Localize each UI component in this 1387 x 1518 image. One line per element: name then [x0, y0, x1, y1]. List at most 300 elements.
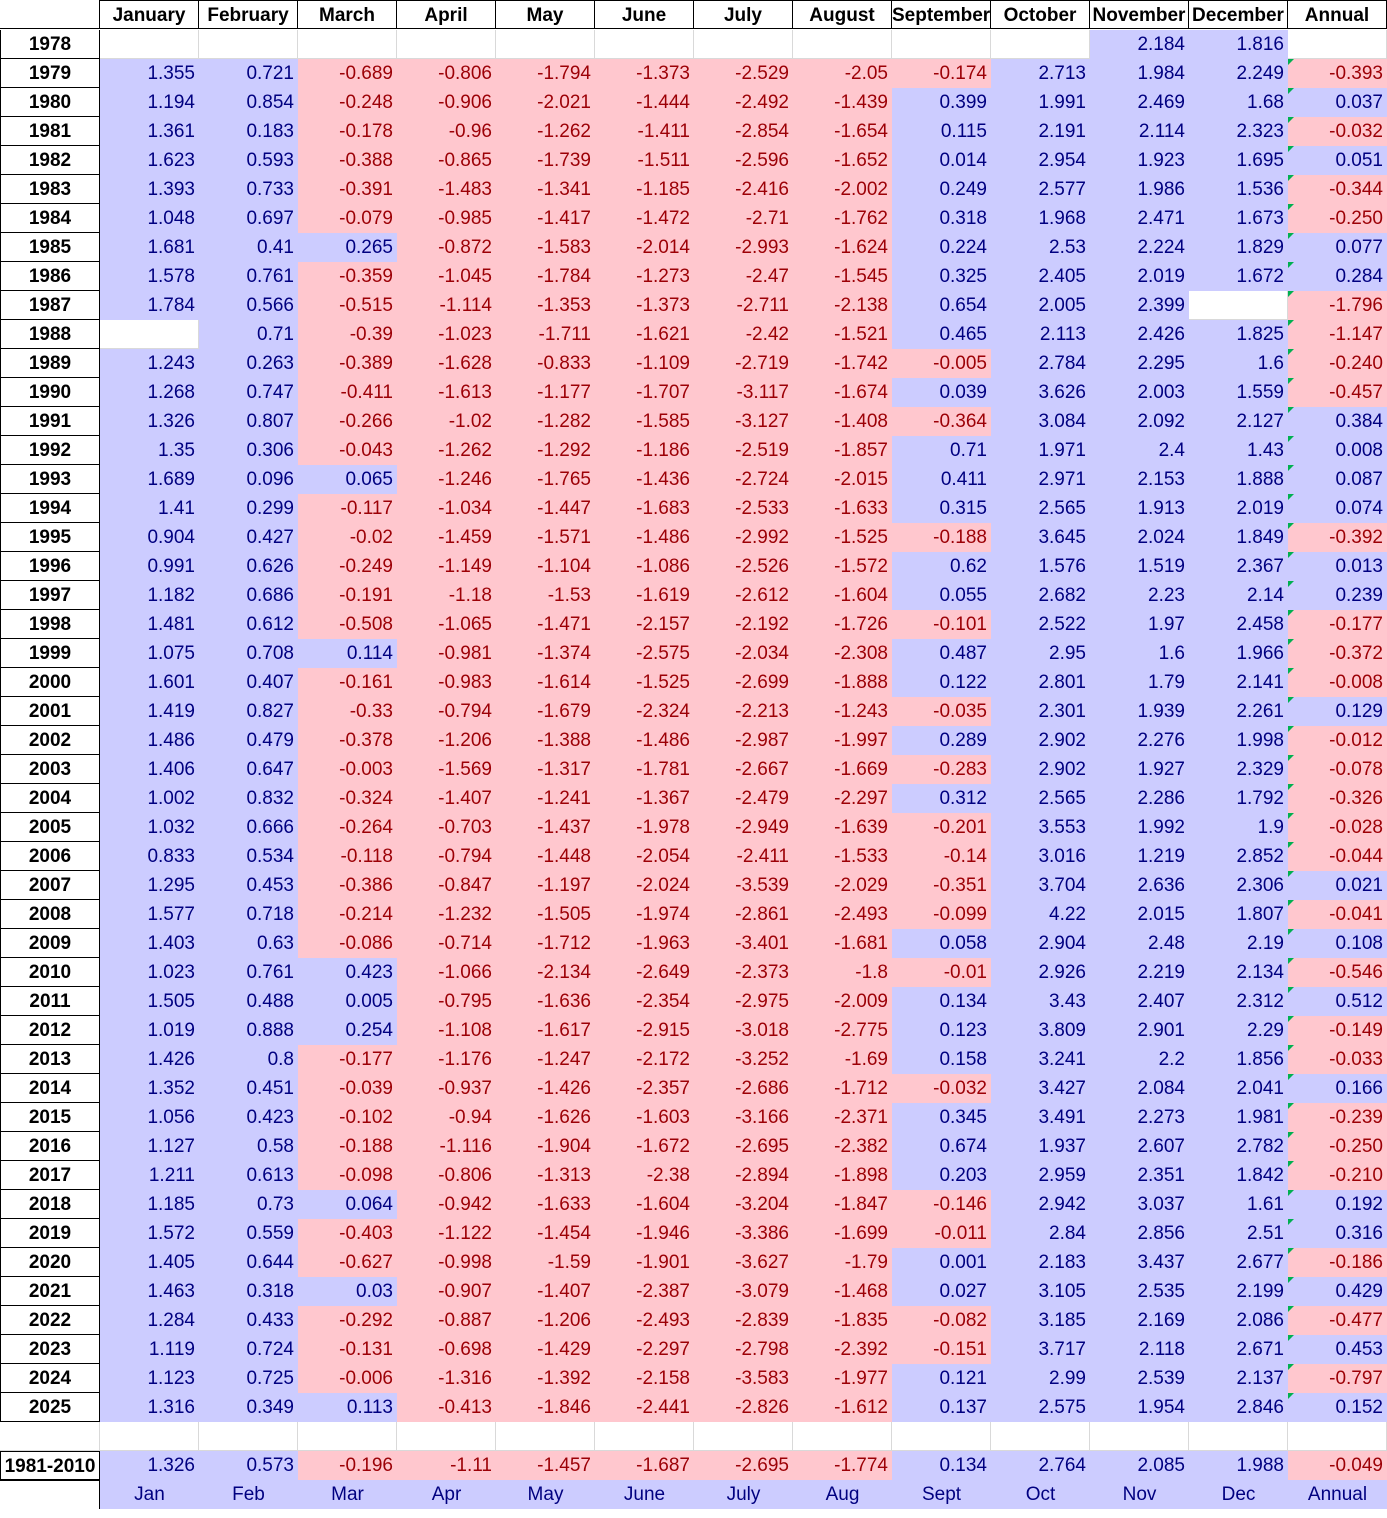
data-cell[interactable]: -0.117 [298, 494, 397, 523]
baseline-cell[interactable]: -1.457 [496, 1451, 595, 1480]
data-cell[interactable]: -1.572 [793, 552, 892, 581]
data-cell[interactable]: -1.407 [496, 1277, 595, 1306]
data-cell[interactable]: -1.796 [1288, 291, 1387, 320]
data-cell[interactable]: 1.913 [1090, 494, 1189, 523]
data-cell[interactable]: -3.018 [694, 1016, 793, 1045]
data-cell[interactable]: 1.578 [100, 262, 199, 291]
data-cell[interactable]: 1.927 [1090, 755, 1189, 784]
baseline-cell[interactable]: -0.196 [298, 1451, 397, 1480]
data-cell[interactable]: -0.872 [397, 233, 496, 262]
data-cell[interactable]: 1.572 [100, 1219, 199, 1248]
baseline-cell[interactable]: -1.687 [595, 1451, 694, 1480]
data-cell[interactable]: 0.733 [199, 175, 298, 204]
blank-cell[interactable] [298, 1422, 397, 1451]
data-cell[interactable]: 2.273 [1090, 1103, 1189, 1132]
data-cell[interactable]: -3.252 [694, 1045, 793, 1074]
data-cell[interactable]: -1.122 [397, 1219, 496, 1248]
data-cell[interactable]: 3.645 [991, 523, 1090, 552]
data-cell[interactable]: -0.02 [298, 523, 397, 552]
data-cell[interactable]: -2.699 [694, 668, 793, 697]
data-cell[interactable]: -0.082 [892, 1306, 991, 1335]
data-cell[interactable]: 2.784 [991, 349, 1090, 378]
data-cell[interactable]: 2.904 [991, 929, 1090, 958]
data-cell[interactable]: 1.211 [100, 1161, 199, 1190]
data-cell[interactable]: -1.59 [496, 1248, 595, 1277]
data-cell[interactable]: -0.627 [298, 1248, 397, 1277]
data-cell[interactable]: 0.113 [298, 1393, 397, 1422]
data-cell[interactable]: -1.241 [496, 784, 595, 813]
data-cell[interactable]: -1.411 [595, 117, 694, 146]
data-cell[interactable]: 1.519 [1090, 552, 1189, 581]
data-cell[interactable]: -1.437 [496, 813, 595, 842]
baseline-cell[interactable]: 2.085 [1090, 1451, 1189, 1480]
data-cell[interactable]: 0.037 [1288, 88, 1387, 117]
data-cell[interactable]: 0.718 [199, 900, 298, 929]
data-cell[interactable]: -3.401 [694, 929, 793, 958]
data-cell[interactable]: 2.14 [1189, 581, 1288, 610]
data-cell[interactable]: 1.35 [100, 436, 199, 465]
data-cell[interactable]: -0.177 [1288, 610, 1387, 639]
data-cell[interactable]: -1.726 [793, 610, 892, 639]
data-cell[interactable]: -1.977 [793, 1364, 892, 1393]
blank-cell[interactable] [991, 1422, 1090, 1451]
data-cell[interactable]: 3.553 [991, 813, 1090, 842]
data-cell[interactable]: 2.019 [1090, 262, 1189, 291]
data-cell[interactable]: 0.137 [892, 1393, 991, 1422]
data-cell[interactable]: 2.306 [1189, 871, 1288, 900]
data-cell[interactable]: -1.978 [595, 813, 694, 842]
data-cell[interactable]: -0.186 [1288, 1248, 1387, 1277]
data-cell[interactable]: -2.172 [595, 1045, 694, 1074]
data-cell[interactable]: 3.704 [991, 871, 1090, 900]
data-cell[interactable]: 0.316 [1288, 1219, 1387, 1248]
data-cell[interactable]: -2.993 [694, 233, 793, 262]
data-cell[interactable]: 0.411 [892, 465, 991, 494]
data-cell[interactable]: -2.949 [694, 813, 793, 842]
data-cell[interactable]: -3.204 [694, 1190, 793, 1219]
data-cell[interactable]: -1.407 [397, 784, 496, 813]
data-cell[interactable]: -1.681 [793, 929, 892, 958]
data-cell[interactable]: -0.033 [1288, 1045, 1387, 1074]
data-cell[interactable]: -0.266 [298, 407, 397, 436]
data-cell[interactable]: -0.324 [298, 784, 397, 813]
data-cell[interactable]: 3.717 [991, 1335, 1090, 1364]
data-cell[interactable]: 3.491 [991, 1103, 1090, 1132]
data-cell[interactable]: 2.086 [1189, 1306, 1288, 1335]
data-cell[interactable]: -2.519 [694, 436, 793, 465]
data-cell[interactable]: 0.134 [892, 987, 991, 1016]
data-cell[interactable]: 0.62 [892, 552, 991, 581]
data-cell[interactable]: 0.192 [1288, 1190, 1387, 1219]
data-cell[interactable]: 1.002 [100, 784, 199, 813]
data-cell[interactable]: -0.389 [298, 349, 397, 378]
data-cell[interactable]: 2.019 [1189, 494, 1288, 523]
data-cell[interactable]: -0.003 [298, 755, 397, 784]
data-cell[interactable]: -1.429 [496, 1335, 595, 1364]
data-cell[interactable]: 2.856 [1090, 1219, 1189, 1248]
data-cell[interactable]: 1.295 [100, 871, 199, 900]
blank-cell[interactable] [0, 1422, 100, 1451]
data-cell[interactable]: 1.68 [1189, 88, 1288, 117]
blank-cell[interactable] [100, 1422, 199, 1451]
data-cell[interactable]: -1.963 [595, 929, 694, 958]
data-cell[interactable]: 1.991 [991, 88, 1090, 117]
data-cell[interactable]: 2.577 [991, 175, 1090, 204]
data-cell[interactable]: 2.041 [1189, 1074, 1288, 1103]
data-cell[interactable]: 0.065 [298, 465, 397, 494]
data-cell[interactable]: -0.33 [298, 697, 397, 726]
data-cell[interactable]: 1.816 [1189, 30, 1288, 59]
data-cell[interactable]: -1.835 [793, 1306, 892, 1335]
data-cell[interactable] [1189, 291, 1288, 320]
data-cell[interactable]: 1.355 [100, 59, 199, 88]
data-cell[interactable]: -0.847 [397, 871, 496, 900]
data-cell[interactable]: 2.926 [991, 958, 1090, 987]
data-cell[interactable]: 2.003 [1090, 378, 1189, 407]
data-cell[interactable]: 2.942 [991, 1190, 1090, 1219]
data-cell[interactable]: 0.349 [199, 1393, 298, 1422]
data-cell[interactable]: -1.426 [496, 1074, 595, 1103]
data-cell[interactable]: -2.015 [793, 465, 892, 494]
data-cell[interactable]: 1.019 [100, 1016, 199, 1045]
data-cell[interactable]: -2.596 [694, 146, 793, 175]
data-cell[interactable]: 1.856 [1189, 1045, 1288, 1074]
data-cell[interactable]: 2.2 [1090, 1045, 1189, 1074]
data-cell[interactable]: -0.028 [1288, 813, 1387, 842]
data-cell[interactable]: -1.624 [793, 233, 892, 262]
data-cell[interactable]: -2.492 [694, 88, 793, 117]
data-cell[interactable]: 0.725 [199, 1364, 298, 1393]
data-cell[interactable]: 2.191 [991, 117, 1090, 146]
data-cell[interactable]: 1.888 [1189, 465, 1288, 494]
data-cell[interactable]: 2.118 [1090, 1335, 1189, 1364]
data-cell[interactable]: -3.583 [694, 1364, 793, 1393]
data-cell[interactable]: -1.633 [793, 494, 892, 523]
baseline-cell[interactable]: 0.134 [892, 1451, 991, 1480]
data-cell[interactable]: 1.981 [1189, 1103, 1288, 1132]
blank-cell[interactable] [199, 1422, 298, 1451]
data-cell[interactable]: -3.539 [694, 871, 793, 900]
data-cell[interactable]: -0.937 [397, 1074, 496, 1103]
data-cell[interactable]: -0.283 [892, 755, 991, 784]
data-cell[interactable]: -1.373 [595, 59, 694, 88]
data-cell[interactable]: -1.781 [595, 755, 694, 784]
data-cell[interactable]: -1.468 [793, 1277, 892, 1306]
data-cell[interactable]: -1.69 [793, 1045, 892, 1074]
data-cell[interactable]: -1.114 [397, 291, 496, 320]
data-cell[interactable]: -2.915 [595, 1016, 694, 1045]
data-cell[interactable]: 2.901 [1090, 1016, 1189, 1045]
data-cell[interactable]: -1.654 [793, 117, 892, 146]
data-cell[interactable]: -1.116 [397, 1132, 496, 1161]
data-cell[interactable]: -0.806 [397, 59, 496, 88]
data-cell[interactable]: 2.276 [1090, 726, 1189, 755]
baseline-cell[interactable]: -2.695 [694, 1451, 793, 1480]
data-cell[interactable]: 1.406 [100, 755, 199, 784]
data-cell[interactable]: 1.849 [1189, 523, 1288, 552]
data-cell[interactable]: 3.626 [991, 378, 1090, 407]
data-cell[interactable]: 0.697 [199, 204, 298, 233]
data-cell[interactable]: -1.525 [595, 668, 694, 697]
data-cell[interactable]: 0.384 [1288, 407, 1387, 436]
data-cell[interactable]: 0.647 [199, 755, 298, 784]
data-cell[interactable]: -2.441 [595, 1393, 694, 1422]
data-cell[interactable]: 2.713 [991, 59, 1090, 88]
data-cell[interactable]: 0.265 [298, 233, 397, 262]
data-cell[interactable]: 3.185 [991, 1306, 1090, 1335]
data-cell[interactable]: -0.191 [298, 581, 397, 610]
data-cell[interactable]: -1.847 [793, 1190, 892, 1219]
data-cell[interactable]: 3.437 [1090, 1248, 1189, 1277]
data-cell[interactable]: 2.95 [991, 639, 1090, 668]
data-cell[interactable]: 0.039 [892, 378, 991, 407]
data-cell[interactable]: -1.367 [595, 784, 694, 813]
baseline-cell[interactable]: -0.049 [1288, 1451, 1387, 1480]
data-cell[interactable]: -1.974 [595, 900, 694, 929]
data-cell[interactable]: 0.888 [199, 1016, 298, 1045]
data-cell[interactable]: -1.794 [496, 59, 595, 88]
data-cell[interactable]: -1.177 [496, 378, 595, 407]
data-cell[interactable]: 1.681 [100, 233, 199, 262]
data-cell[interactable]: 3.427 [991, 1074, 1090, 1103]
data-cell[interactable]: 0.021 [1288, 871, 1387, 900]
data-cell[interactable]: -0.386 [298, 871, 397, 900]
data-cell[interactable]: 0.71 [892, 436, 991, 465]
data-cell[interactable]: -1.683 [595, 494, 694, 523]
data-cell[interactable]: -3.166 [694, 1103, 793, 1132]
data-cell[interactable]: 2.286 [1090, 784, 1189, 813]
data-cell[interactable]: 1.481 [100, 610, 199, 639]
data-cell[interactable]: -0.14 [892, 842, 991, 871]
data-cell[interactable]: -1.149 [397, 552, 496, 581]
data-cell[interactable]: -2.354 [595, 987, 694, 1016]
data-cell[interactable] [199, 30, 298, 59]
data-cell[interactable] [1288, 30, 1387, 59]
data-cell[interactable]: -1.373 [595, 291, 694, 320]
data-cell[interactable]: -1.147 [1288, 320, 1387, 349]
data-cell[interactable]: -0.178 [298, 117, 397, 146]
data-cell[interactable]: 1.405 [100, 1248, 199, 1277]
data-cell[interactable]: 2.852 [1189, 842, 1288, 871]
data-cell[interactable]: -0.006 [298, 1364, 397, 1393]
data-cell[interactable]: -0.214 [298, 900, 397, 929]
data-cell[interactable]: 1.243 [100, 349, 199, 378]
data-cell[interactable]: -1.472 [595, 204, 694, 233]
data-cell[interactable]: -2.775 [793, 1016, 892, 1045]
data-cell[interactable]: 0.129 [1288, 697, 1387, 726]
data-cell[interactable]: 0.465 [892, 320, 991, 349]
data-cell[interactable]: -1.639 [793, 813, 892, 842]
data-cell[interactable]: 0.593 [199, 146, 298, 175]
data-cell[interactable]: 2.23 [1090, 581, 1189, 610]
data-cell[interactable]: -1.511 [595, 146, 694, 175]
data-cell[interactable]: 2.169 [1090, 1306, 1189, 1335]
data-cell[interactable]: 3.105 [991, 1277, 1090, 1306]
data-cell[interactable]: -0.098 [298, 1161, 397, 1190]
data-cell[interactable]: -0.411 [298, 378, 397, 407]
data-cell[interactable]: -0.698 [397, 1335, 496, 1364]
data-cell[interactable]: 0.055 [892, 581, 991, 610]
data-cell[interactable]: 2.29 [1189, 1016, 1288, 1045]
data-cell[interactable]: -1.486 [595, 523, 694, 552]
data-cell[interactable]: 0.345 [892, 1103, 991, 1132]
data-cell[interactable]: -1.672 [595, 1132, 694, 1161]
data-cell[interactable]: -1.569 [397, 755, 496, 784]
data-cell[interactable]: 0.427 [199, 523, 298, 552]
data-cell[interactable]: -0.326 [1288, 784, 1387, 813]
data-cell[interactable]: -2.529 [694, 59, 793, 88]
data-cell[interactable]: -0.392 [1288, 523, 1387, 552]
data-cell[interactable]: 2.53 [991, 233, 1090, 262]
data-cell[interactable]: 2.312 [1189, 987, 1288, 1016]
data-cell[interactable]: 1.807 [1189, 900, 1288, 929]
data-cell[interactable]: -0.714 [397, 929, 496, 958]
data-cell[interactable]: 2.024 [1090, 523, 1189, 552]
data-cell[interactable]: 0.122 [892, 668, 991, 697]
data-cell[interactable]: 2.015 [1090, 900, 1189, 929]
data-cell[interactable]: -0.131 [298, 1335, 397, 1364]
data-cell[interactable]: -0.201 [892, 813, 991, 842]
data-cell[interactable]: -0.794 [397, 697, 496, 726]
data-cell[interactable]: -2.134 [496, 958, 595, 987]
data-cell[interactable]: -1.486 [595, 726, 694, 755]
data-cell[interactable]: 1.689 [100, 465, 199, 494]
data-cell[interactable]: -1.525 [793, 523, 892, 552]
data-cell[interactable]: -0.96 [397, 117, 496, 146]
data-cell[interactable]: -2.719 [694, 349, 793, 378]
data-cell[interactable]: -0.210 [1288, 1161, 1387, 1190]
data-cell[interactable]: -2.392 [793, 1335, 892, 1364]
data-cell[interactable]: 2.535 [1090, 1277, 1189, 1306]
data-cell[interactable]: -2.861 [694, 900, 793, 929]
data-cell[interactable]: -0.011 [892, 1219, 991, 1248]
data-cell[interactable]: 1.825 [1189, 320, 1288, 349]
data-cell[interactable]: 1.182 [100, 581, 199, 610]
data-cell[interactable]: -0.264 [298, 813, 397, 842]
data-cell[interactable]: 0.833 [100, 842, 199, 871]
data-cell[interactable]: 2.846 [1189, 1393, 1288, 1422]
data-cell[interactable]: -1.292 [496, 436, 595, 465]
data-cell[interactable]: 0.708 [199, 639, 298, 668]
data-cell[interactable]: -2.308 [793, 639, 892, 668]
data-cell[interactable]: 1.623 [100, 146, 199, 175]
data-cell[interactable]: 0.254 [298, 1016, 397, 1045]
data-cell[interactable]: -0.249 [298, 552, 397, 581]
data-cell[interactable]: -1.784 [496, 262, 595, 291]
data-cell[interactable]: -1.444 [595, 88, 694, 117]
data-cell[interactable]: -0.044 [1288, 842, 1387, 871]
data-cell[interactable]: -1.246 [397, 465, 496, 494]
data-cell[interactable]: -2.38 [595, 1161, 694, 1190]
data-cell[interactable]: -1.739 [496, 146, 595, 175]
data-cell[interactable]: 0.152 [1288, 1393, 1387, 1422]
data-cell[interactable]: 0.453 [199, 871, 298, 900]
data-cell[interactable]: -2.575 [595, 639, 694, 668]
data-cell[interactable]: -1.846 [496, 1393, 595, 1422]
data-cell[interactable]: -2.612 [694, 581, 793, 610]
data-cell[interactable]: 0.854 [199, 88, 298, 117]
data-cell[interactable]: 0.451 [199, 1074, 298, 1103]
data-cell[interactable]: 0.114 [298, 639, 397, 668]
data-cell[interactable]: -2.029 [793, 871, 892, 900]
data-cell[interactable]: -0.794 [397, 842, 496, 871]
data-cell[interactable]: -2.894 [694, 1161, 793, 1190]
data-cell[interactable]: 1.361 [100, 117, 199, 146]
data-cell[interactable]: -1.023 [397, 320, 496, 349]
data-cell[interactable]: 0.904 [100, 523, 199, 552]
data-cell[interactable]: 1.998 [1189, 726, 1288, 755]
data-cell[interactable]: 0.306 [199, 436, 298, 465]
data-cell[interactable]: -2.411 [694, 842, 793, 871]
data-cell[interactable]: 2.184 [1090, 30, 1189, 59]
data-cell[interactable]: 2.005 [991, 291, 1090, 320]
data-cell[interactable] [397, 30, 496, 59]
data-cell[interactable]: -0.041 [1288, 900, 1387, 929]
data-cell[interactable]: 0.318 [892, 204, 991, 233]
data-cell[interactable]: -1.603 [595, 1103, 694, 1132]
data-cell[interactable]: 2.607 [1090, 1132, 1189, 1161]
data-cell[interactable]: -1.613 [397, 378, 496, 407]
data-cell[interactable]: 0.158 [892, 1045, 991, 1074]
data-cell[interactable]: 0.315 [892, 494, 991, 523]
data-cell[interactable]: 0.626 [199, 552, 298, 581]
data-cell[interactable]: -0.188 [892, 523, 991, 552]
data-cell[interactable]: -2.014 [595, 233, 694, 262]
data-cell[interactable]: 2.959 [991, 1161, 1090, 1190]
data-cell[interactable] [694, 30, 793, 59]
data-cell[interactable]: -1.604 [595, 1190, 694, 1219]
data-cell[interactable]: 0.666 [199, 813, 298, 842]
data-cell[interactable]: -1.282 [496, 407, 595, 436]
data-cell[interactable]: -0.146 [892, 1190, 991, 1219]
data-cell[interactable]: 2.134 [1189, 958, 1288, 987]
data-cell[interactable]: 2.323 [1189, 117, 1288, 146]
data-cell[interactable]: 2.522 [991, 610, 1090, 639]
data-cell[interactable]: 1.127 [100, 1132, 199, 1161]
data-cell[interactable]: 0.203 [892, 1161, 991, 1190]
data-cell[interactable]: 0.63 [199, 929, 298, 958]
data-cell[interactable]: -3.079 [694, 1277, 793, 1306]
data-cell[interactable]: 2.565 [991, 784, 1090, 813]
data-cell[interactable]: 0.566 [199, 291, 298, 320]
data-cell[interactable]: -2.42 [694, 320, 793, 349]
data-cell[interactable]: -1.454 [496, 1219, 595, 1248]
data-cell[interactable]: -1.946 [595, 1219, 694, 1248]
data-cell[interactable]: 1.032 [100, 813, 199, 842]
baseline-cell[interactable]: 1.988 [1189, 1451, 1288, 1480]
data-cell[interactable]: -1.388 [496, 726, 595, 755]
data-cell[interactable]: 0.407 [199, 668, 298, 697]
data-cell[interactable]: 0.123 [892, 1016, 991, 1045]
data-cell[interactable]: -0.240 [1288, 349, 1387, 378]
data-cell[interactable]: 0.058 [892, 929, 991, 958]
data-cell[interactable]: 2.407 [1090, 987, 1189, 1016]
data-cell[interactable]: 0.654 [892, 291, 991, 320]
data-cell[interactable]: -0.078 [1288, 755, 1387, 784]
data-cell[interactable]: -1.888 [793, 668, 892, 697]
data-cell[interactable]: -1.583 [496, 233, 595, 262]
data-cell[interactable]: -1.712 [496, 929, 595, 958]
data-cell[interactable]: -0.378 [298, 726, 397, 755]
data-cell[interactable]: 0.761 [199, 958, 298, 987]
data-cell[interactable] [793, 30, 892, 59]
data-cell[interactable]: -0.364 [892, 407, 991, 436]
data-cell[interactable]: 0.807 [199, 407, 298, 436]
data-cell[interactable]: -1.901 [595, 1248, 694, 1277]
data-cell[interactable]: 2.51 [1189, 1219, 1288, 1248]
data-cell[interactable]: -1.533 [793, 842, 892, 871]
data-cell[interactable]: -1.317 [496, 755, 595, 784]
